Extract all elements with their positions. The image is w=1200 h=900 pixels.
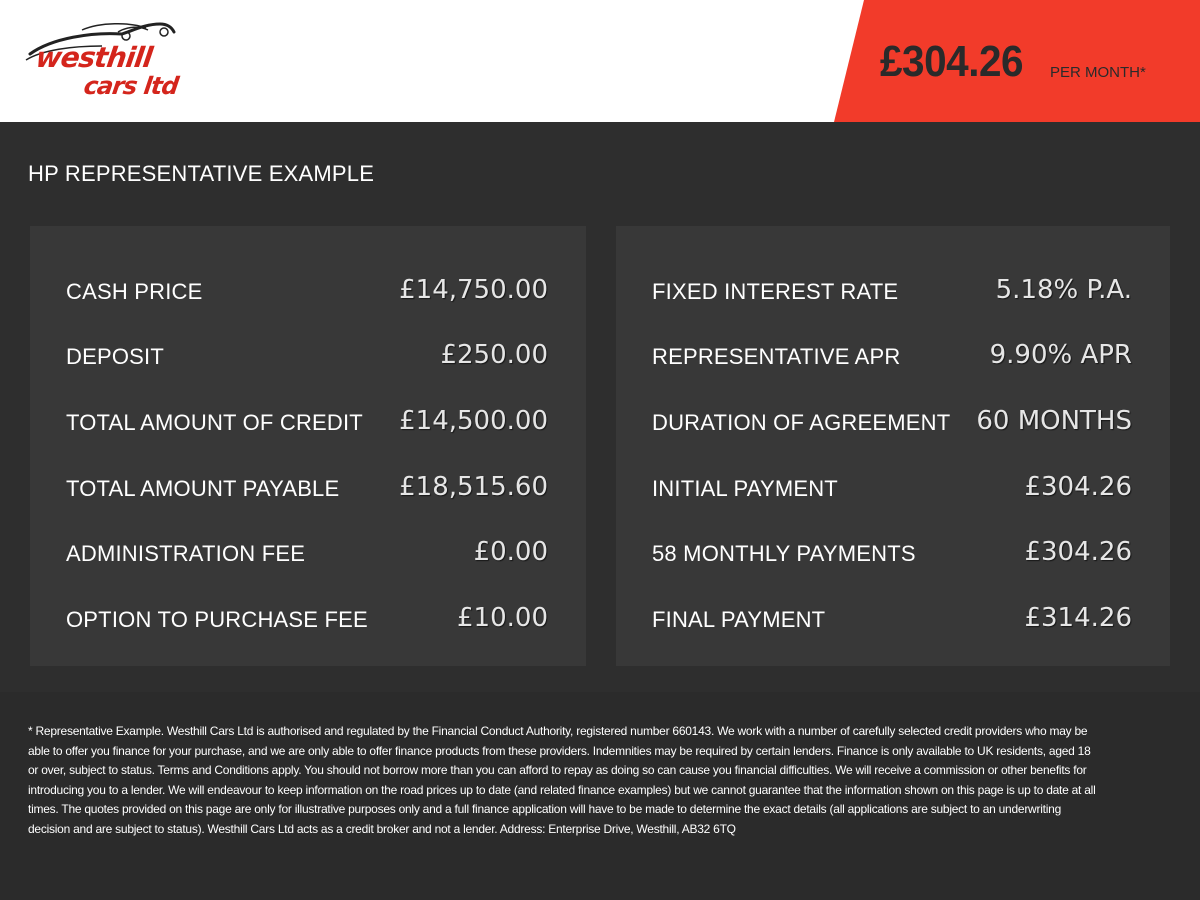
- company-logo[interactable]: [22, 20, 202, 105]
- row-duration-of-agreement: [652, 401, 1132, 441]
- row-value: £250.00: [440, 340, 548, 370]
- section-title: HP REPRESENTATIVE EXAMPLE: [28, 161, 375, 186]
- row-value: £10.00: [457, 603, 548, 633]
- row-value: 5.18% P.A.: [995, 275, 1132, 305]
- logo-text-cars-ltd: cars ltd: [82, 72, 180, 100]
- disclaimer-text: * Representative Example. Westhill Cars Ltd is authorised and regulated by the Financial Conduct Authority, registered number 660143. We work with a number of carefully selected credit providers who may be able to offer you finance for your purchase, and we are only able to offer finance products from these providers. Indemnities may be required by certain lenders. Finance is only available to UK residents, aged 18 or over, subject to status. Terms and Conditions apply. You should not borrow more than you can afford to repay as doing so can cause you financial difficulties. We will receive a commission or other benefits for introducing you to a lender. We will endeavour to keep information on the road prices up to date (and related finance examples) but we cannot guarantee that the information shown on this page is up to date at all times. The quotes provided on this page are only for illustrative purposes only and a full finance application will have to be made to determine the exact details (all applications are subject to an underwriting decision and are subject to status). Westhill Cars Ltd acts as a credit broker and not a lender. Address: Enterprise Drive, Westhill, AB32 6TQ: [28, 724, 1096, 836]
- row-fixed-interest-rate: [652, 270, 1132, 310]
- row-value: £304.26: [1024, 537, 1132, 567]
- row-value: £304.26: [1024, 472, 1132, 502]
- row-final-payment: [652, 598, 1132, 638]
- row-value: £314.26: [1024, 603, 1132, 633]
- row-label: OPTION TO PURCHASE FEE: [66, 607, 368, 632]
- row-label: CASH PRICE: [66, 279, 203, 304]
- row-representative-apr: [652, 335, 1132, 375]
- finance-details-left-panel: [30, 226, 586, 666]
- row-administration-fee: [66, 532, 548, 572]
- row-cash-price: [66, 270, 548, 310]
- finance-details-right-panel: [616, 226, 1170, 666]
- row-label: 58 MONTHLY PAYMENTS: [652, 541, 916, 566]
- row-label: DURATION OF AGREEMENT: [652, 410, 951, 435]
- row-monthly-payments: [652, 532, 1132, 572]
- row-label: FIXED INTEREST RATE: [652, 279, 899, 304]
- row-label: DEPOSIT: [66, 344, 164, 369]
- row-label: TOTAL AMOUNT PAYABLE: [66, 476, 340, 501]
- row-label: REPRESENTATIVE APR: [652, 344, 901, 369]
- row-value: 9.90% APR: [989, 340, 1132, 370]
- row-value: £14,500.00: [399, 406, 548, 436]
- row-label: INITIAL PAYMENT: [652, 476, 838, 501]
- row-value: 60 MONTHS: [976, 406, 1132, 436]
- row-value: £14,750.00: [399, 275, 548, 305]
- row-total-amount-payable: [66, 467, 548, 507]
- monthly-price-period: PER MONTH*: [1050, 64, 1146, 81]
- row-initial-payment: [652, 467, 1132, 507]
- logo-text-westhill: westhill: [33, 41, 155, 74]
- monthly-price-amount: £304.26: [880, 37, 1024, 86]
- row-value: £18,515.60: [399, 472, 548, 502]
- row-deposit: [66, 335, 548, 375]
- row-label: FINAL PAYMENT: [652, 607, 826, 632]
- row-option-to-purchase-fee: [66, 598, 548, 638]
- row-value: £0.00: [473, 537, 548, 567]
- row-total-amount-of-credit: [66, 401, 548, 441]
- row-label: ADMINISTRATION FEE: [66, 541, 306, 566]
- row-label: TOTAL AMOUNT OF CREDIT: [66, 410, 363, 435]
